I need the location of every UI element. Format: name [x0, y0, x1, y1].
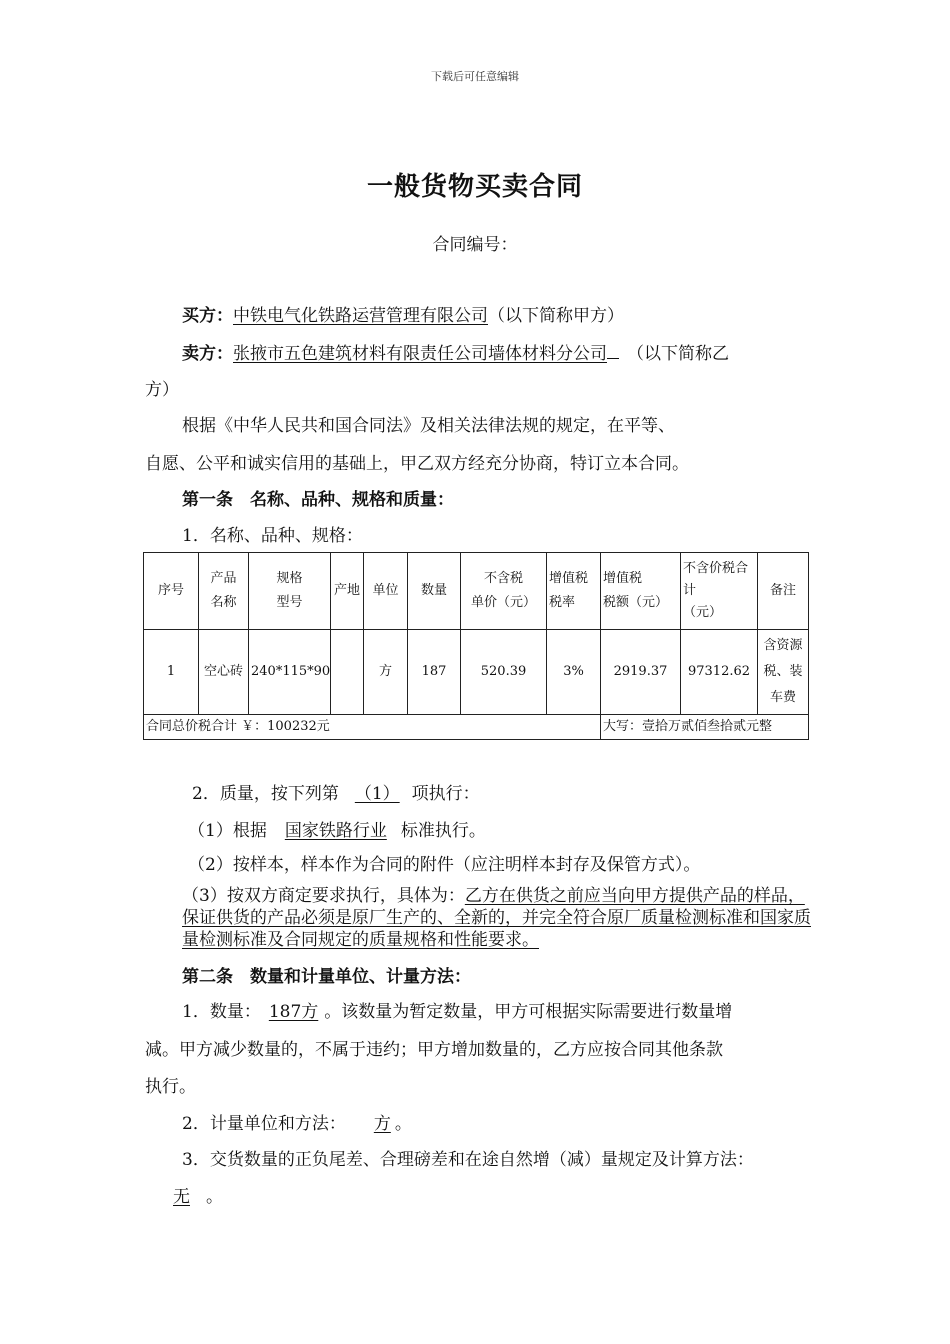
- buyer-label: 买方：: [182, 306, 233, 326]
- cell-vat-rate: 3%: [547, 630, 601, 715]
- buyer-suffix: （以下简称甲方）: [488, 306, 624, 326]
- intro-line-2: 自愿、公平和诚实信用的基础上，甲乙双方经充分协商，特订立本合同。: [145, 454, 689, 474]
- unit-method-line: 2．计量单位和方法： 方 。: [182, 1114, 412, 1134]
- seller-name: 张掖市五色建筑材料有限责任公司墙体材料分公司: [233, 344, 607, 364]
- header-origin: 产地: [331, 553, 364, 630]
- tolerance-value-line: 无 。: [153, 1182, 223, 1207]
- quantity-value: 187方: [268, 1002, 319, 1022]
- quality-option-3: （3）按双方商定要求执行，具体为：乙方在供货之前应当向甲方提供产品的样品，保证供货的产品必须是原厂生产的、全新的，并完全符合原厂质量检测标准和国家质量检测标准及合同规定的质量规格和性能要求。: [182, 886, 811, 950]
- cell-vat-amount: 2919.37: [601, 630, 681, 715]
- seller-suffix-cont: 方）: [145, 380, 179, 400]
- table-total-row: [144, 715, 809, 740]
- cell-seq: 1: [144, 630, 199, 715]
- cell-note: 含资源 税、装 车费: [758, 630, 809, 715]
- header-note: 备注: [758, 553, 809, 630]
- total-amount: 合同总价税合计 ￥：100232元: [144, 715, 601, 740]
- header-spec: 规格 型号: [249, 553, 331, 630]
- header-unit: 单位: [364, 553, 408, 630]
- header-seq: 序号: [144, 553, 199, 630]
- goods-table: [143, 552, 809, 740]
- header-vat-rate: 增值税 税率: [547, 553, 601, 630]
- cell-origin: [331, 630, 364, 715]
- header-note: 下载后可任意编辑: [431, 70, 519, 83]
- contract-number-label: 合同编号：: [432, 235, 518, 255]
- article-2-heading: 第二条 数量和计量单位、计量方法：: [182, 967, 471, 987]
- buyer-line: [182, 301, 624, 326]
- table-row: [144, 630, 809, 715]
- header-price: 不含税 单价（元）: [461, 553, 547, 630]
- buyer-name: 中铁电气化铁路运营管理有限公司: [233, 306, 488, 326]
- quality-standard: 国家铁路行业: [284, 821, 387, 841]
- header-qty: 数量: [408, 553, 461, 630]
- quantity-line-3: 执行。: [145, 1077, 196, 1097]
- cell-total: 97312.62: [681, 630, 758, 715]
- quantity-line-2: 减。甲方减少数量的，不属于违约；甲方增加数量的，乙方应按合同其他条款: [145, 1040, 723, 1060]
- quantity-line: 1．数量： 187方 。该数量为暂定数量，甲方可根据实际需要进行数量增: [182, 1002, 733, 1022]
- seller-line: [182, 339, 729, 364]
- quality-option-3-text: 乙方在供货之前应当向甲方提供产品的样品，保证供货的产品必须是原厂生产的、全新的，并完全符合原厂质量检测标准和国家质量检测标准及合同规定的质量规格和性能要求。: [182, 886, 811, 950]
- article-1-sub-1: 1．名称、品种、规格：: [182, 526, 363, 546]
- cell-spec: 240*115*90: [249, 630, 331, 715]
- document-title: 一般货物买卖合同: [366, 172, 583, 202]
- header-product: 产品 名称: [199, 553, 249, 630]
- quality-item: （1）: [354, 784, 400, 804]
- article-1-heading: 第一条 名称、品种、规格和质量：: [182, 490, 454, 510]
- header-total: 不含价税合 计 （元）: [681, 553, 758, 630]
- total-words: 大写：壹拾万贰佰叁拾贰元整: [601, 715, 809, 740]
- cell-price: 520.39: [461, 630, 547, 715]
- quality-line: 2．质量，按下列第 （1） 项执行：: [192, 784, 480, 804]
- tolerance-value: 无: [173, 1187, 190, 1207]
- cell-product: 空心砖: [199, 630, 249, 715]
- cell-unit: 方: [364, 630, 408, 715]
- seller-suffix: （以下简称乙: [627, 344, 729, 364]
- quality-option-1: （1）根据 国家铁路行业 标准执行。: [188, 821, 486, 841]
- seller-label: 卖方：: [182, 344, 233, 364]
- cell-qty: 187: [408, 630, 461, 715]
- intro-line-1: 根据《中华人民共和国合同法》及相关法律法规的规定，在平等、: [182, 416, 675, 436]
- quality-option-2: （2）按样本，样本作为合同的附件（应注明样本封存及保管方式）。: [188, 855, 701, 875]
- header-vat-amount: 增值税 税额（元）: [601, 553, 681, 630]
- tolerance-line: 3．交货数量的正负尾差、合理磅差和在途自然增（减）量规定及计算方法：: [182, 1150, 754, 1170]
- table-header-row: [144, 553, 809, 630]
- unit-method-value: 方: [373, 1114, 391, 1134]
